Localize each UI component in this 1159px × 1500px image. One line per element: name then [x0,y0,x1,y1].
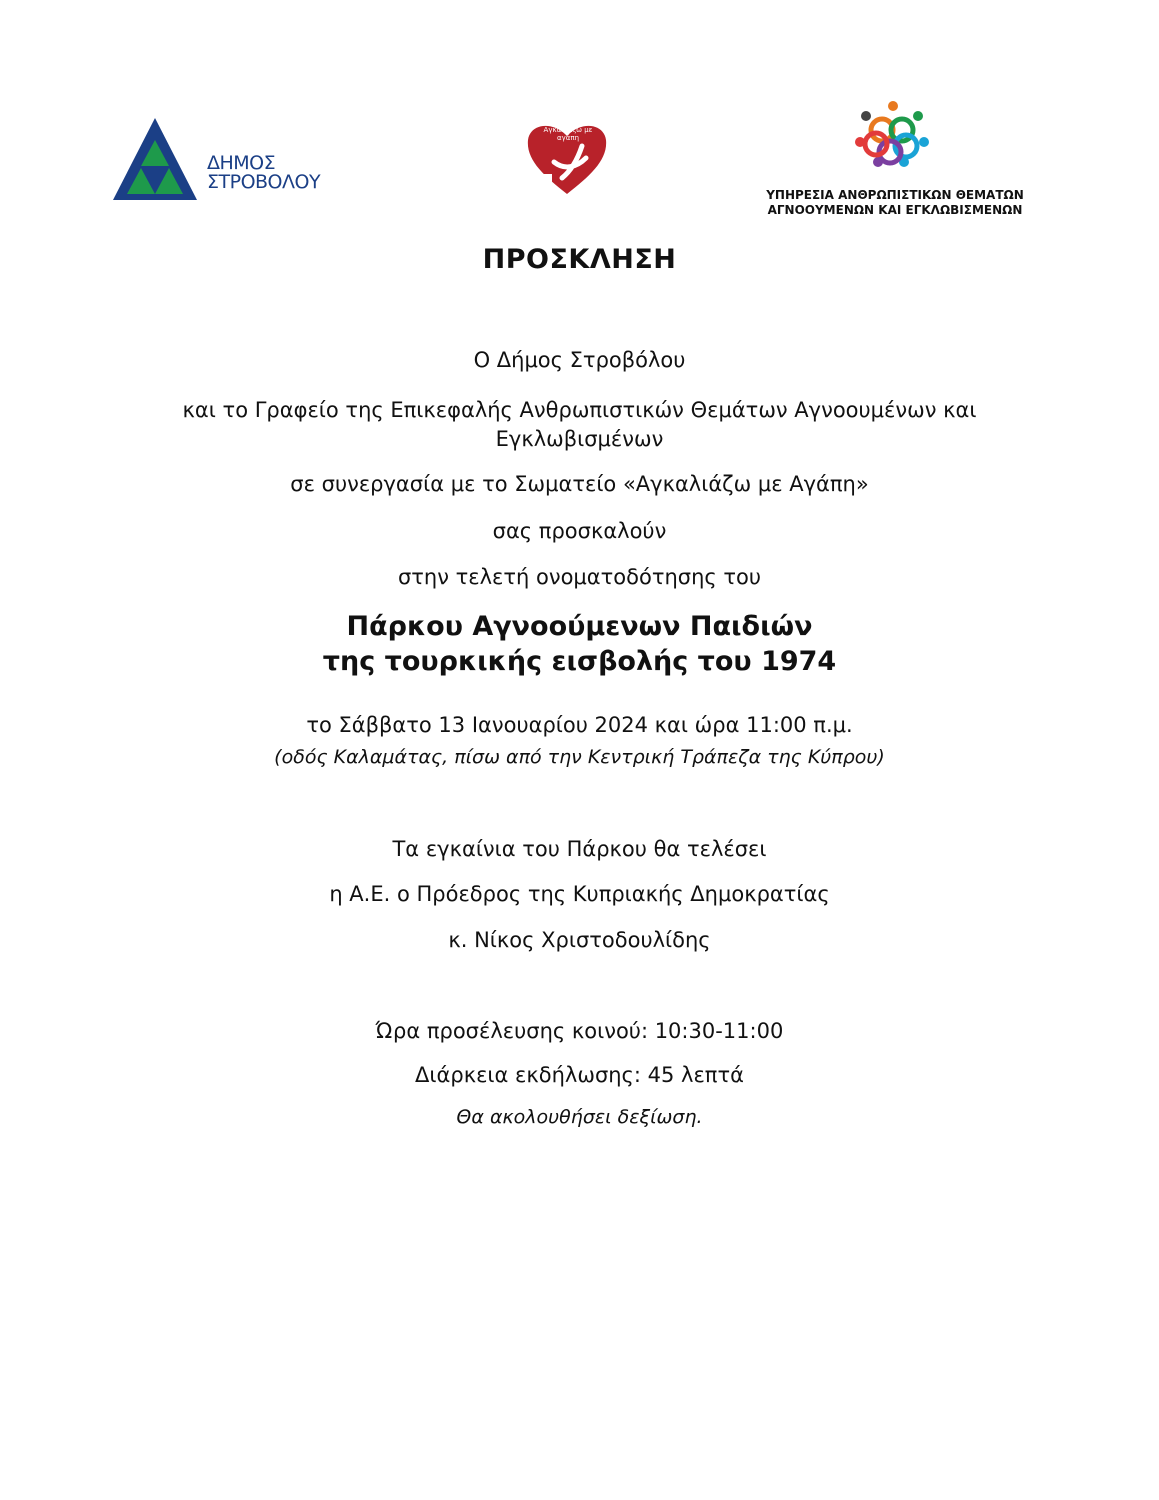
intro-line-office: και το Γραφείο της Επικεφαλής Ανθρωπιστικών Θεμάτων Αγνοουμένων και [182,398,977,422]
intro-line-office-cont: Εγκλωβισμένων [495,427,664,451]
intro-line-ceremony: στην τελετή ονοματοδότησης του [397,565,762,589]
event-location: (οδός Καλαμάτας, πίσω από την Κεντρική Τράπεζα της Κύπρου) [274,746,885,768]
park-name-line1: Πάρκου Αγνοούμενων Παιδιών [346,611,813,642]
people-circle-icon [848,100,938,172]
strovolos-municipality-logo [113,118,353,202]
intro-line-invite: σας προσκαλούν [492,519,667,543]
event-date-time: το Σάββατο 13 Ιανουαρίου 2024 και ώρα 11:00 π.μ. [306,713,853,737]
service-logo-line2: ΑΓΝΟΟΥΜΕΝΩΝ ΚΑΙ ΕΓΚΛΩΒΙΣΜΕΝΩΝ [767,203,1023,217]
service-logo-line1: ΥΠΗΡΕΣΙΑ ΑΝΘΡΩΠΙΣΤΙΚΩΝ ΘΕΜΑΤΩΝ [766,188,1024,202]
intro-line-municipality: Ο Δήμος Στροβόλου [473,348,686,372]
strovolos-logo-line1: ΔΗΜΟΣ [207,152,276,174]
strovolos-logo-line2: ΣΤΡΟΒΟΛΟΥ [207,171,321,193]
heart-logo-caption: Αγκαλιάζω με αγάπη [543,126,593,142]
intro-line-cooperation: σε συνεργασία με το Σωματείο «Αγκαλιάζω με Αγάπη» [290,472,869,496]
invitation-title: ΠΡΟΣΚΛΗΣΗ [482,244,677,275]
arrival-time: Ώρα προσέλευσης κοινού: 10:30-11:00 [375,1019,784,1043]
reception-note: Θα ακολουθήσει δεξίωση. [456,1106,703,1128]
park-name-line2: της τουρκικής εισβολής του 1974 [322,646,837,677]
opening-line2: η Α.Ε. ο Πρόεδρος της Κυπριακής Δημοκρατίας [329,882,830,906]
event-duration: Διάρκεια εκδήλωσης: 45 λεπτά [415,1063,744,1087]
opening-line1: Τα εγκαίνια του Πάρκου θα τελέσει [392,837,767,861]
humanitarian-service-logo [740,100,1050,224]
strovolos-triangle-icon [113,118,213,202]
opening-line3: κ. Νίκος Χριστοδουλίδης [448,928,711,952]
hug-with-love-logo [524,118,610,196]
